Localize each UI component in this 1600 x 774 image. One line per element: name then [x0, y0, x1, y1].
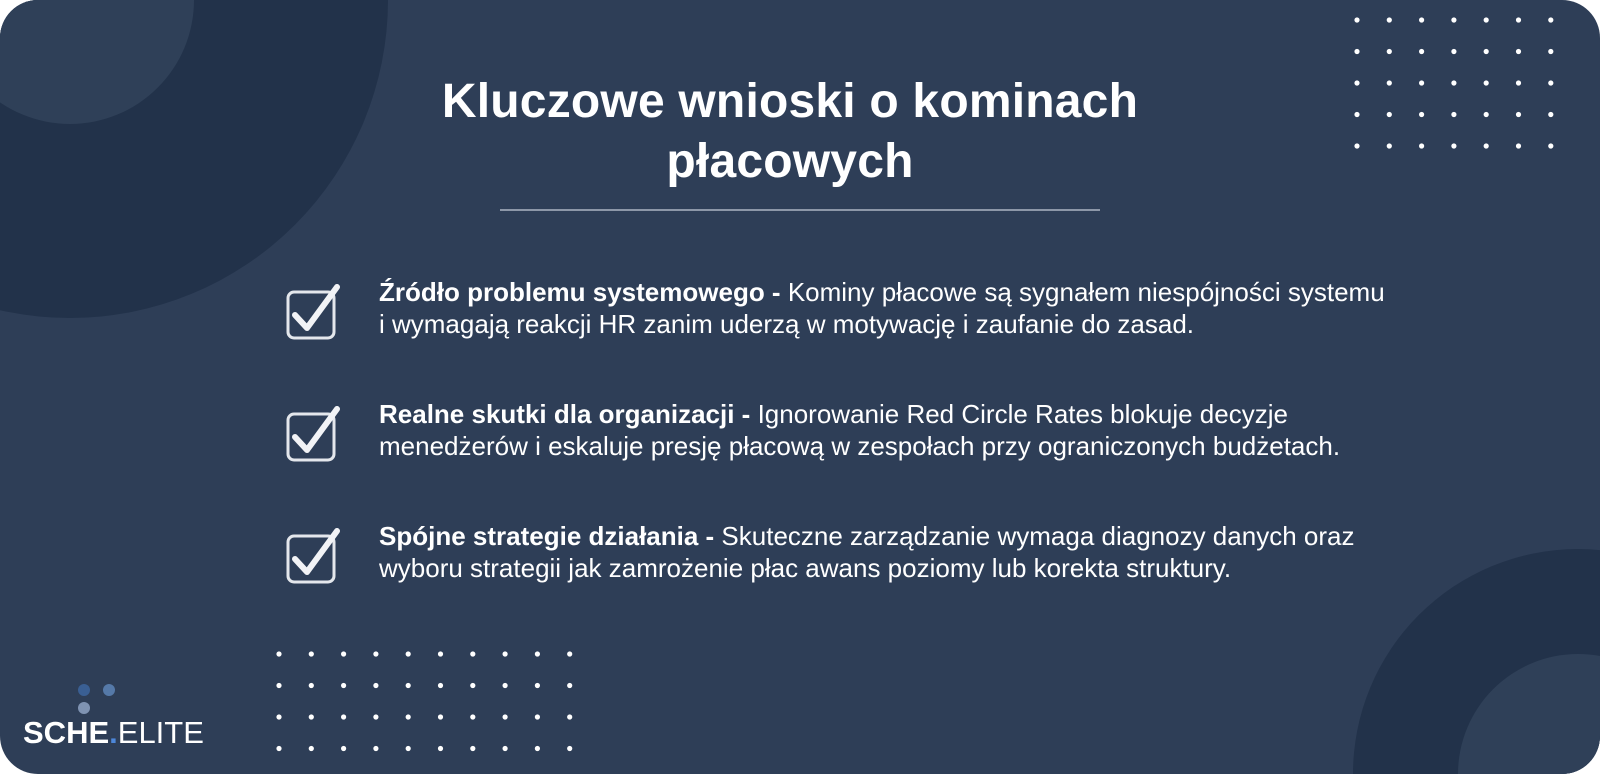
- decorative-dot: [341, 746, 346, 751]
- logo-dot-3: [78, 702, 90, 714]
- decorative-dot: [1387, 80, 1392, 85]
- decorative-dot: [1354, 49, 1359, 54]
- decorative-dot: [438, 651, 443, 656]
- brand-logo: [23, 715, 204, 751]
- decorative-dot: [503, 746, 508, 751]
- decorative-dot: [276, 714, 281, 719]
- logo-wordmark-light: ELITE: [117, 715, 204, 750]
- decorative-dot: [567, 651, 572, 656]
- decorative-dot: [309, 683, 314, 688]
- decorative-dot: [470, 746, 475, 751]
- decorative-dot: [438, 714, 443, 719]
- decorative-dot: [1419, 112, 1424, 117]
- decorative-dot: [1451, 112, 1456, 117]
- title-divider: [500, 209, 1100, 211]
- decorative-dot: [567, 683, 572, 688]
- decorative-dot: [1451, 80, 1456, 85]
- decorative-dot: [1516, 49, 1521, 54]
- decorative-dot: [276, 651, 281, 656]
- decorative-dot: [503, 714, 508, 719]
- decorative-dot: [1451, 17, 1456, 22]
- decorative-dot: [1354, 80, 1359, 85]
- decorative-dot: [373, 746, 378, 751]
- decorative-dot: [1354, 112, 1359, 117]
- dot-grid-bottom: [276, 651, 572, 751]
- slide-title: Kluczowe wnioski o kominach płacowych: [441, 75, 1139, 188]
- list-item-body: Skuteczne zarządzanie wymaga diagnozy danych oraz wyboru strategii jak zamrożenie płac awans poziomy lub korekta struktury.: [379, 521, 1355, 583]
- decorative-dot: [1354, 17, 1359, 22]
- list-item-text: [379, 398, 1389, 462]
- decorative-dot: [470, 683, 475, 688]
- decorative-dot: [1548, 143, 1553, 148]
- decorative-dot: [567, 746, 572, 751]
- decorative-dot: [1516, 143, 1521, 148]
- decorative-dot: [470, 651, 475, 656]
- decorative-dot: [1548, 80, 1553, 85]
- decorative-dot: [1354, 143, 1359, 148]
- decorative-dot: [1484, 112, 1489, 117]
- checkbox-checked-icon: [286, 528, 342, 586]
- decorative-dot: [1419, 49, 1424, 54]
- decorative-dot: [309, 714, 314, 719]
- decorative-dot: [1548, 112, 1553, 117]
- decorative-dot: [1548, 49, 1553, 54]
- decorative-dot: [341, 651, 346, 656]
- decorative-dot: [406, 651, 411, 656]
- logo-dot-separator: .: [109, 715, 118, 750]
- decorative-dot: [567, 714, 572, 719]
- list-item-text: [379, 276, 1389, 340]
- decorative-dot: [1387, 143, 1392, 148]
- decorative-dot: [1419, 80, 1424, 85]
- decorative-dot: [1484, 17, 1489, 22]
- decorative-dot: [1419, 143, 1424, 148]
- decorative-dot: [309, 746, 314, 751]
- decorative-dot: [406, 683, 411, 688]
- decorative-dot: [341, 683, 346, 688]
- decorative-dot: [503, 683, 508, 688]
- list-item-heading: Realne skutki dla organizacji -: [379, 399, 751, 429]
- decorative-dot: [1548, 17, 1553, 22]
- decorative-dot: [1451, 143, 1456, 148]
- checkbox-checked-icon: [286, 406, 342, 464]
- decorative-dot: [1419, 17, 1424, 22]
- list-item-text: [379, 520, 1389, 584]
- decorative-dot: [535, 746, 540, 751]
- logo-wordmark-bold: SCHE: [23, 715, 110, 750]
- checkbox-checked-icon: [286, 284, 342, 342]
- decorative-dot: [438, 683, 443, 688]
- list-item-body: Ignorowanie Red Circle Rates blokuje decyzje menedżerów i eskaluje presję płacową w zespołach przy ograniczonych budżetach.: [379, 399, 1341, 461]
- decorative-dot: [309, 651, 314, 656]
- decorative-dot: [1484, 143, 1489, 148]
- decorative-dot: [535, 683, 540, 688]
- decorative-dot: [1387, 112, 1392, 117]
- decorative-dot: [1484, 49, 1489, 54]
- decorative-dot: [1516, 17, 1521, 22]
- decorative-dot: [535, 651, 540, 656]
- decorative-dot: [1516, 112, 1521, 117]
- decorative-dot: [406, 746, 411, 751]
- decorative-dot: [276, 746, 281, 751]
- dot-grid-top-right: [1354, 17, 1553, 148]
- decorative-dot: [470, 714, 475, 719]
- list-item-body: Kominy płacowe są sygnałem niespójności systemu i wymagają reakcji HR zanim uderzą w motywację i zaufanie do zasad.: [379, 277, 1385, 339]
- decorative-dot: [503, 651, 508, 656]
- decorative-dot: [535, 714, 540, 719]
- decorative-dot: [373, 651, 378, 656]
- list-item-heading: Źródło problemu systemowego -: [379, 277, 781, 307]
- decorative-dot: [373, 683, 378, 688]
- decorative-dot: [406, 714, 411, 719]
- decorative-dot: [276, 683, 281, 688]
- decorative-dot: [438, 746, 443, 751]
- logo-dots: [78, 683, 148, 697]
- logo-dot-1: [78, 684, 90, 696]
- decorative-dot: [373, 714, 378, 719]
- decorative-dot: [1387, 49, 1392, 54]
- list-item-heading: Spójne strategie działania -: [379, 521, 715, 551]
- decorative-dot: [341, 714, 346, 719]
- decorative-dot: [1484, 80, 1489, 85]
- decorative-dot: [1451, 49, 1456, 54]
- logo-dot-2: [103, 684, 115, 696]
- decorative-dot: [1516, 80, 1521, 85]
- decorative-dot: [1387, 17, 1392, 22]
